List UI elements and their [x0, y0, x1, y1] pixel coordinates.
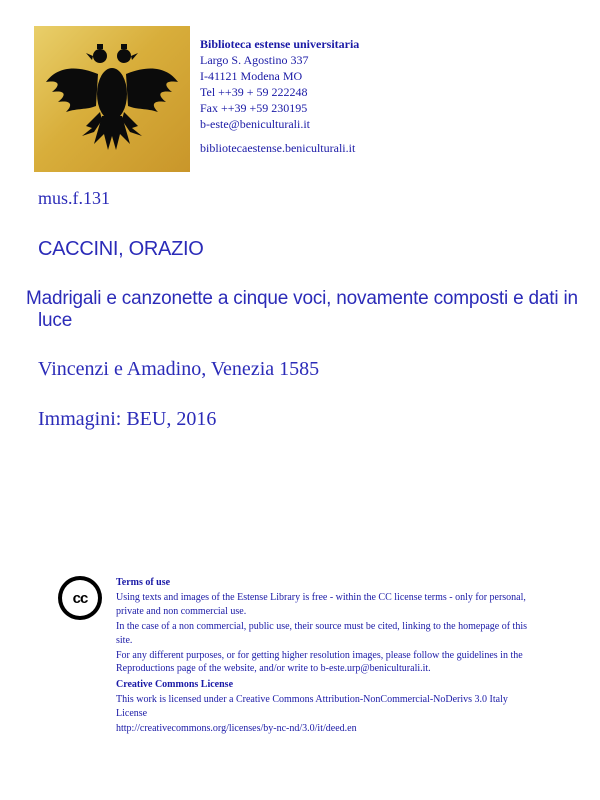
eagle-icon [34, 26, 190, 172]
record-images-credit: Immagini: BEU, 2016 [38, 408, 217, 430]
library-contact [200, 36, 440, 156]
library-fax: Fax ++39 +59 230195 [200, 101, 308, 115]
terms-paragraph: In the case of a non commercial, public use, their source must be cited, linking to the homepage of this site. [116, 621, 527, 646]
creative-commons-icon [58, 576, 102, 620]
record-imprint: Vincenzi e Amadino, Venezia 1585 [38, 358, 320, 380]
record-author: CACCINI, ORAZIO [38, 238, 204, 260]
library-website[interactable]: bibliotecaestense.beniculturali.it [200, 141, 356, 155]
cc-badge-label: cc [62, 580, 98, 616]
license-heading: Creative Commons License [116, 678, 234, 690]
license-url[interactable]: http://creativecommons.org/licenses/by-nc-nd/3.0/it/deed.en [116, 723, 357, 735]
library-address: Largo S. Agostino 337 [200, 53, 309, 67]
record-title: Madrigali e canzonette a cinque voci, novamente composti e dati in luce [26, 288, 578, 331]
library-email[interactable]: b-este@beniculturali.it [200, 117, 311, 131]
terms-heading: Terms of use [116, 577, 171, 588]
terms-paragraph: Using texts and images of the Estense Library is free - within the CC license terms - only for personal, private and non commercial use. [116, 592, 526, 617]
library-tel: Tel ++39 + 59 222248 [200, 85, 308, 99]
terms-paragraph: For any different purposes, or for getting higher resolution images, please follow the guidelines in the Reproductions page of the website, and/or write to b-este.urp@beniculturali.it. [116, 650, 523, 675]
terms-of-use [116, 576, 528, 737]
library-logo [34, 26, 190, 172]
shelfmark: mus.f.131 [38, 188, 110, 208]
library-city: I-41121 Modena MO [200, 69, 303, 83]
library-name: Biblioteca estense universitaria [200, 37, 360, 51]
license-text: This work is licensed under a Creative Commons Attribution-NonCommercial-NoDerivs 3.0 Italy License [116, 694, 508, 719]
